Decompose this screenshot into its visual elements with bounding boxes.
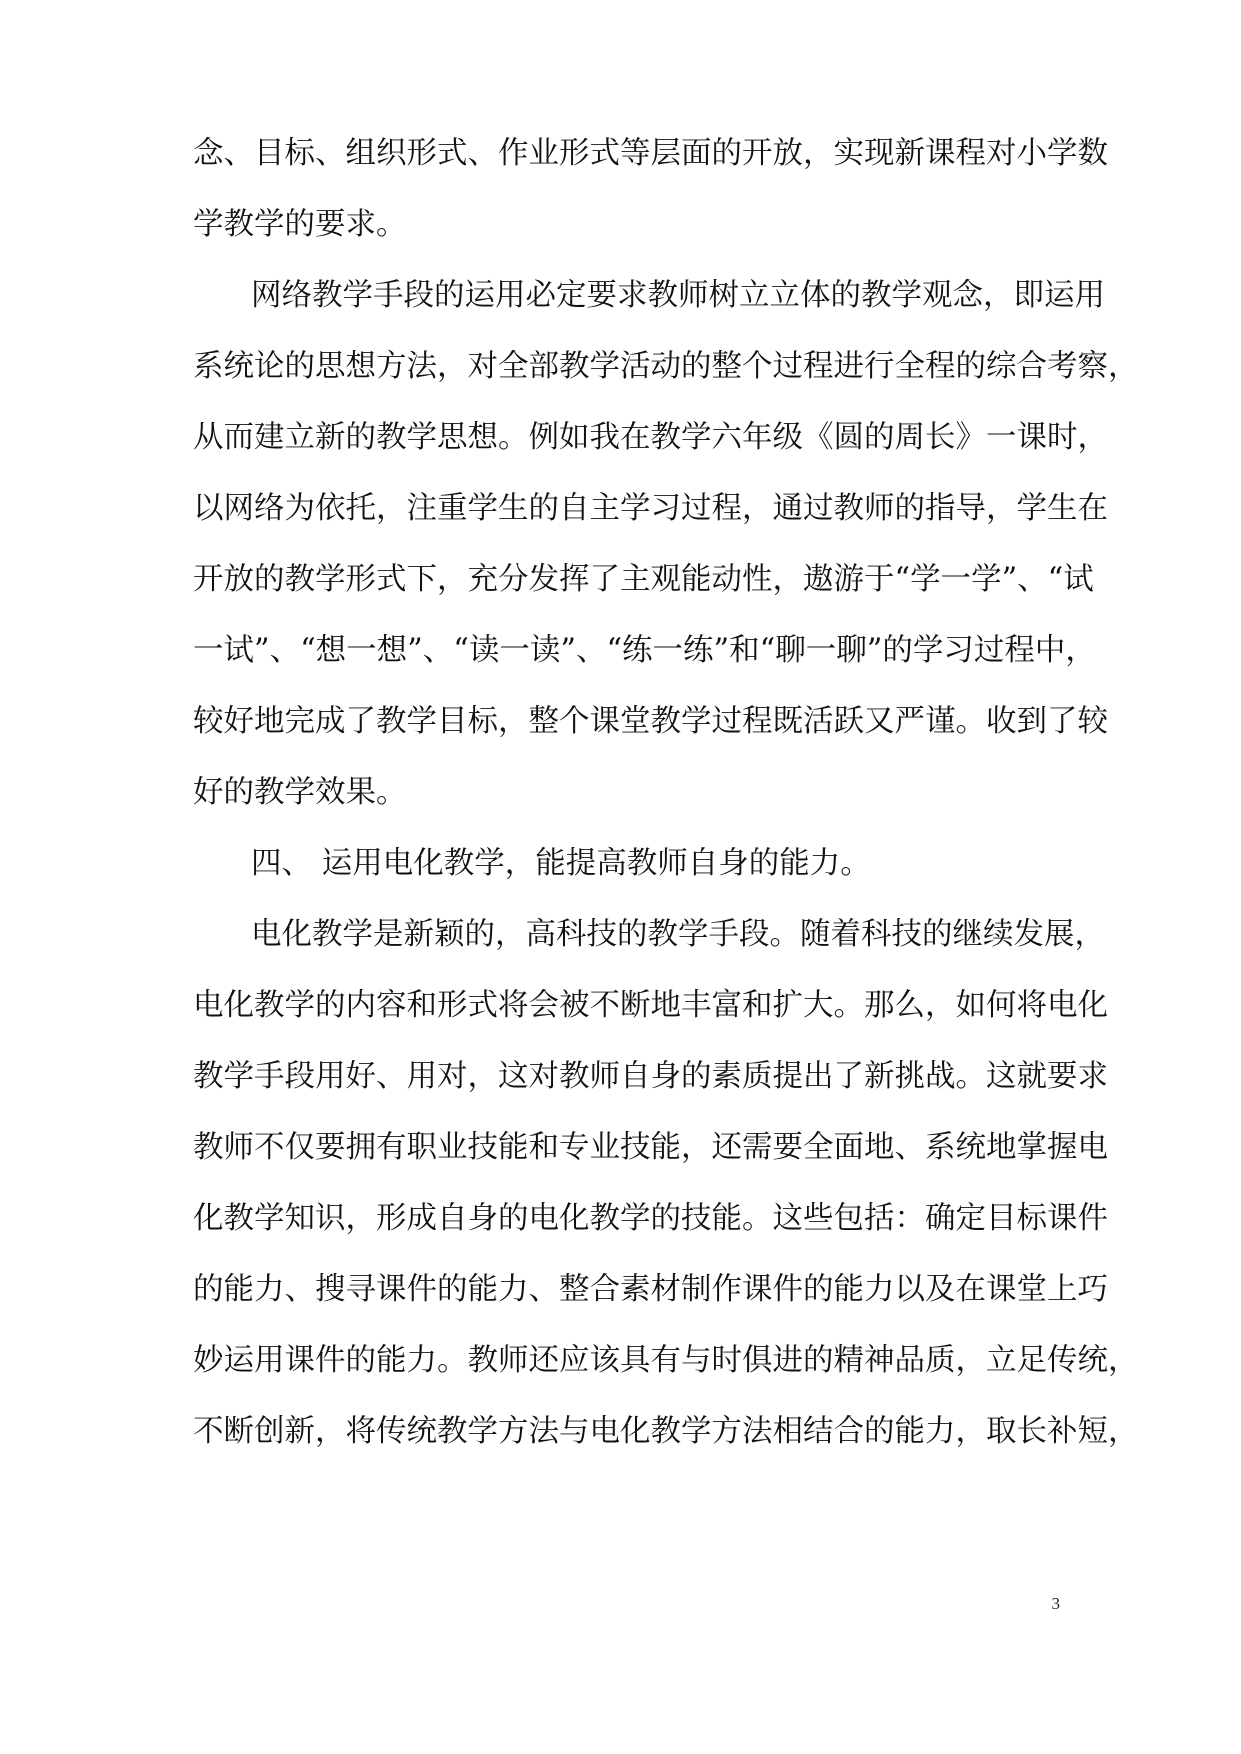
text-line: 一试”、“想一想”、“读一读”、“练一练”和“聊一聊”的学习过程中，	[193, 633, 1096, 668]
text-line: 开放的教学形式下，充分发挥了主观能动性，遨游于“学一学”、“试	[193, 562, 1094, 597]
text-line: 电化教学的内容和形式将会被不断地丰富和扩大。那么，如何将电化	[193, 988, 1108, 1023]
text-line: 教师不仅要拥有职业技能和专业技能，还需要全面地、系统地掌握电	[193, 1130, 1108, 1165]
text-line: 较好地完成了教学目标，整个课堂教学过程既活跃又严谨。收到了较	[193, 704, 1108, 739]
text-line: 妙运用课件的能力。教师还应该具有与时俱进的精神品质，立足传统，	[193, 1343, 1139, 1378]
text-line: 以网络为依托，注重学生的自主学习过程，通过教师的指导，学生在	[193, 491, 1108, 526]
text-line: 的能力、搜寻课件的能力、整合素材制作课件的能力以及在课堂上巧	[193, 1272, 1108, 1307]
text-line: 念、目标、组织形式、作业形式等层面的开放，实现新课程对小学数	[193, 136, 1108, 171]
text-line: 系统论的思想方法，对全部教学活动的整个过程进行全程的综合考察，	[193, 349, 1139, 384]
text-line: 不断创新，将传统教学方法与电化教学方法相结合的能力，取长补短，	[193, 1414, 1139, 1449]
text-line: 学教学的要求。	[193, 207, 407, 242]
paragraph-first-line: 网络教学手段的运用必定要求教师树立立体的教学观念，即运用	[251, 278, 1105, 313]
text-line: 从而建立新的教学思想。例如我在教学六年级《圆的周长》一课时，	[193, 420, 1108, 455]
paragraph-first-line: 电化教学是新颖的，高科技的教学手段。随着科技的继续发展，	[251, 917, 1105, 952]
text-line: 化教学知识，形成自身的电化教学的技能。这些包括：确定目标课件	[193, 1201, 1108, 1236]
page-number: 3	[1051, 1594, 1060, 1613]
text-line: 教学手段用好、用对，这对教师自身的素质提出了新挑战。这就要求	[193, 1059, 1108, 1094]
section-heading: 四、 运用电化教学，能提高教师自身的能力。	[251, 846, 871, 881]
text-line: 好的教学效果。	[193, 775, 407, 810]
